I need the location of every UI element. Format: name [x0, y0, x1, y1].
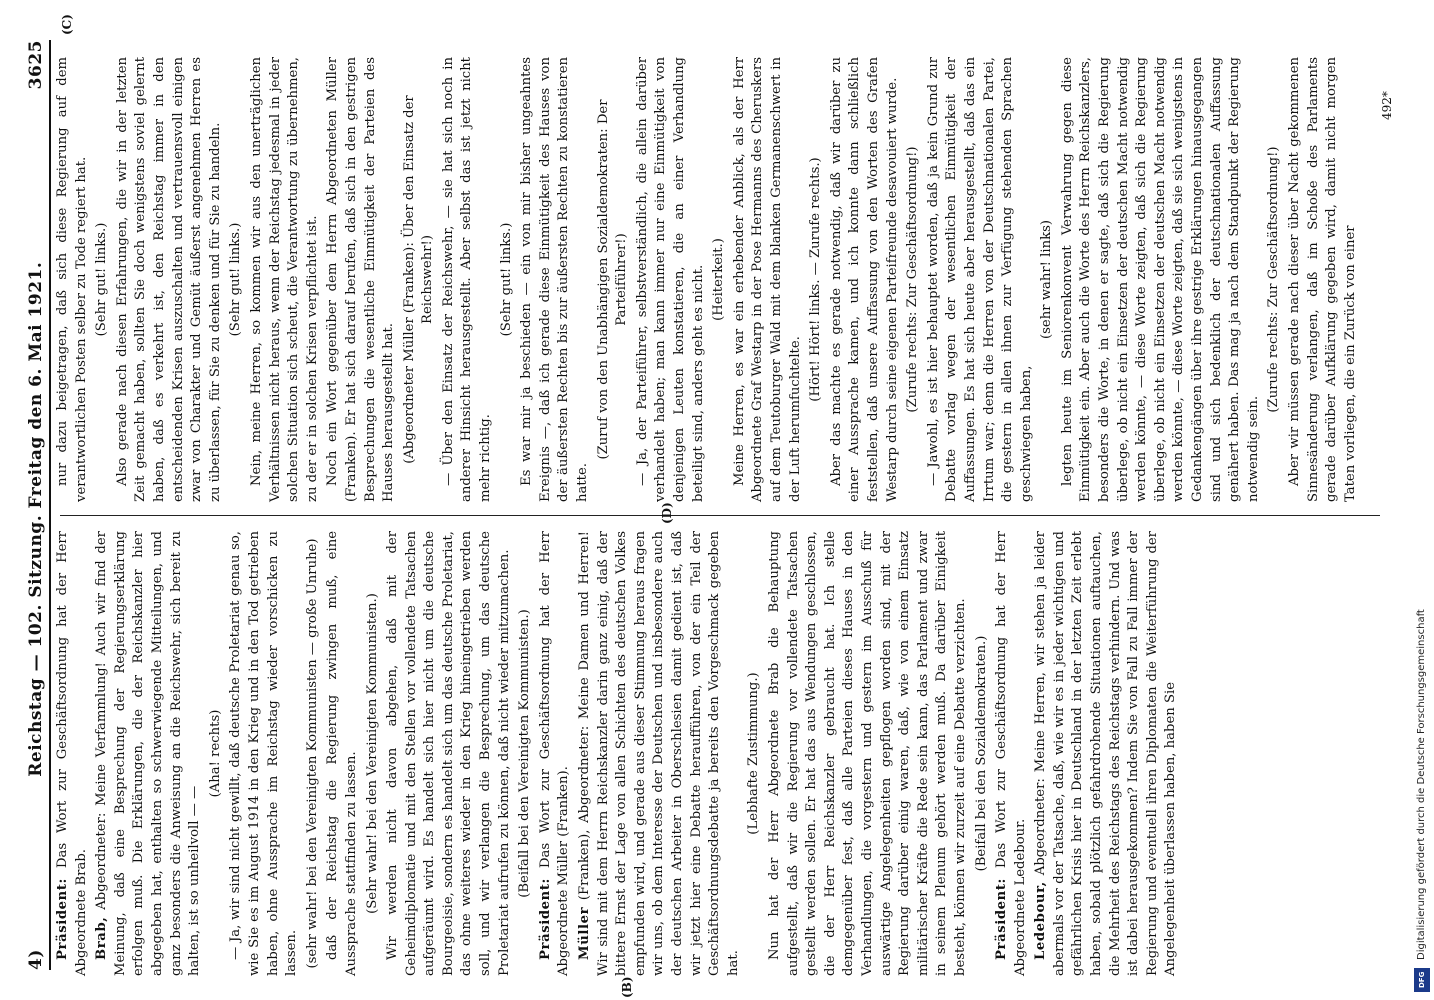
- marker-d: (D): [660, 502, 674, 524]
- paragraph: [576, 531, 743, 976]
- interjection: (Aha! rechts): [207, 709, 223, 798]
- left-page-number: 4): [26, 949, 46, 970]
- paragraph: [248, 57, 322, 502]
- right-column: [54, 56, 1358, 502]
- speaker-name: Präsident:: [537, 877, 553, 960]
- paragraph: [537, 531, 574, 976]
- paragraph-text: — Über den Einsatz der Reichswehr, — sie hat sich noch in anderer Hinsicht herausgestellt. Aber selbst das ist jetzt nicht mehr richtig.: [440, 57, 494, 502]
- paragraph-text: daß der Reichstag die Regierung zwingen muß, eine Aussprache stattfinden zu lassen.: [325, 531, 359, 976]
- interjection: (Sehr gut! links.): [228, 222, 244, 337]
- speaker-name: Präsident:: [994, 877, 1010, 960]
- paragraph: [634, 57, 708, 502]
- paragraph-text: Nun hat der Herr Abgeordnete Brab die Behauptung aufgestellt, daß wir die Regierung vor vollendete Tatsachen gestellt werden sollen. Er hat das aus Wendungen geschlossen, die der Herr Reichskanzler gebraucht hat. Ich stelle demgegenüber fest, daß alle Parteien dieses Hauses in den Verhandlungen, die vorgestern und gestern im Ausschuß für auswärtige Angelegenheiten gepflogen worden sind, mit der Regierung darüber einig waren, daß, wie von einem Einsatz militärischer Kräfte die Rede sein kann, das Parlament und zwar in seinem Plenum gehört werden muß. Da darüber Einigkeit besteht, können wir zurzeit auf eine Debatte verzichten.: [766, 531, 968, 976]
- interjection: (Zurufe rechts: Zur Geschäftsordnung!): [1266, 146, 1282, 413]
- marker-b: (B): [620, 976, 634, 998]
- interjection: (Beifall bei den Sozialdemokraten.): [973, 635, 989, 872]
- interjection: (Hört! Hört! links. — Zurufe rechts.): [808, 157, 824, 402]
- paragraph-text: Das Wort zur Geschäftsordnung hat der Herr Abgeordnete Müller (Franken).: [537, 531, 572, 976]
- paragraph-text: Nein, meine Herren, so kommen wir aus den unerträglichen Verhältnissen nicht heraus, wenn der Reichstag jedesmal in jeder solchen Situation sich scheut, die Verantwortung zu übernehmen, zu der er in solchen Krisen verpflichtet ist.: [248, 57, 320, 502]
- paragraph: [54, 531, 91, 976]
- paragraph-text: nur dazu beigetragen, daß sich diese Regierung auf dem verantwortlichen Posten selber zu Tode regiert hat.: [55, 57, 89, 502]
- interjection: (Sehr gut! links.): [94, 222, 110, 337]
- speaker-name: Müller: [577, 906, 593, 960]
- paragraph: [440, 57, 496, 502]
- paragraph: [1032, 531, 1181, 976]
- right-page-number: 3625: [26, 40, 46, 90]
- page-title: Reichstag — 102. Sitzung. Freitag den 6. Mai 1921.: [26, 261, 46, 777]
- paragraph-text: — Ja, der Parteiführer, selbstverständlich, die allein darüber verhandelt haben; man kann immer nur eine Einmütigkeit von denjenigen Leuten konstatieren, die an einer Verhandlung beteiligt sind, anders geht es nicht.: [634, 57, 706, 502]
- speaker-name: Ledebour,: [1033, 881, 1049, 960]
- interjection: (Sehr gut! links.): [498, 222, 514, 337]
- speaker-name: Präsident:: [55, 877, 70, 960]
- paragraph-text: Es war mir ja beschieden — ein von mir bisher ungeahntes Ereignis —, daß ich gerade diese Einmütigkeit des Hauses von der äußersten Rechten bis zur äußersten Rechten zu konstatieren hatte.: [519, 57, 591, 502]
- paragraph: [828, 57, 902, 502]
- speaker-name: Brab,: [94, 916, 110, 960]
- paragraph: [93, 531, 205, 976]
- paragraph-text: Das Wort zur Geschäftsordnung hat der Herr Abgeordnete Ledebour.: [994, 531, 1028, 976]
- dfg-logo: DFG: [1414, 968, 1430, 992]
- interjection: (sehr wahr! links): [1039, 220, 1055, 339]
- interjection: (Zurufe rechts: Zur Geschäftsordnung!): [905, 146, 921, 413]
- interjection: (Beifall bei den Vereinigten Kommunisten.): [517, 609, 533, 898]
- footer-number: 492*: [1380, 91, 1394, 120]
- paragraph: [925, 57, 1037, 502]
- interjection: (Sehr wahr! bei den Vereinigten Kommunisten.): [364, 593, 380, 914]
- paragraph: [227, 531, 301, 976]
- paragraph: [324, 57, 398, 502]
- paragraph-text: Meine Herren, es war ein erhebender Anblick, als der Herr Abgeordnete Graf Westarp in der Pose Hermanns des Cheruskers auf dem Teutoburger Wald mit dem blanken Germanenschwert in der Luft herumfuchtelte.: [731, 57, 803, 502]
- left-column: [54, 531, 1354, 976]
- paragraph-text: (Franken), Abgeordneter: Meine Damen und Herren! Wir sind mit dem Herrn Reichskanzler darin ganz einig, daß der bittere Ernst der Lage von allen Schichten des deutschen Volkes empfunden wird, und gerade aus dieser Stimmung heraus fragen wir uns, ob dem Interesse der Deutschen und insbesondere auch der deutschen Arbeiter in Oberschlesien damit gedient ist, daß wir jetzt hier eine Debatte heraufführen, von der ein Teil der Geschäftsordnungsdebatte ja bereits den Vorgeschmack gegeben hat.: [577, 531, 741, 976]
- paragraph: [54, 57, 91, 502]
- paragraph-text: Also gerade nach diesen Erfahrungen, die wir in der letzten Zeit gemacht haben, sollten Sie doch wenigstens soviel gelernt haben, daß es verkehrt ist, den Reichstag immer in den entscheidenden Krisen auszuschalten und vertrauensvoll einigen zwar von Charakter und Gemüt äußerst angenehmen Herren es zu überlassen, für Sie zu denken und für Sie zu handeln.: [114, 57, 223, 502]
- paragraph-text: Aber das machte es gerade notwendig, daß wir darüber zu einer Aussprache kamen, und ich konnte dann schließlich feststellen, daß unsere Auffassung von den Worten des Grafen Westarp durch seine eigenen Parteifreunde desavouiert wurde.: [828, 57, 900, 502]
- digitization-note-text: Digitalisierung gefördert durch die Deutsche Forschungsgemeinschaft: [1416, 609, 1427, 960]
- paragraph-text: Abgeordneter: Meine Verfammlung! Auch wir find der Meinung, daß eine Besprechung der Regierungserklärung erfolgen muß. Die Erklärungen, die der Reichskanzler hier abgegeben hat, enthalten so schwerwiegende Mitteilungen, und ganz besonders die Anweisung an die Reichswehr, sich bereit zu halten, ist so unheilvoll — —: [94, 531, 203, 976]
- paragraph: [324, 531, 361, 976]
- interjection: (Heiterkeit.): [711, 238, 727, 321]
- paragraph: [384, 531, 514, 976]
- paragraph-text: Wir werden nicht davon abgehen, daß mit der Geheimdiplomatie und mit den Stellen vor vollendete Tatsachen aufgeräumt wird. Es handelt sich hier nicht um die deutsche Bourgeoisie, sondern es handelt sich um das deutsche Proletariat, das ohne weiteres wieder in den Krieg hineingetrieben werden soll, und wir verlangen die Besprechung, um das deutsche Proletariat aufrufen zu können, daß nicht wieder mitzumachen.: [385, 531, 512, 976]
- paragraph-text: Aber wir müssen gerade nach dieser über Nacht gekommenen Sinnesänderung verlangen, daß im Schoße des Parlaments gerade darüber Aufklärung gegeben wird, damit nicht morgen Taten vorliegen, die ein Zurück von einer: [1287, 57, 1358, 502]
- paragraph-text: Noch ein Wort gegenüber dem Herrn Abgeordneten Müller (Franken). Er hat sich darauf berufen, daß sich in den gestrigen Besprechungen die wesentliche Einmütigkeit der Parteien des Hauses herausgestellt hat.: [325, 57, 397, 502]
- paragraph: [1059, 57, 1264, 502]
- interjection: (Abgeordneter Müller (Franken): Über den Einsatz der Reichswehr!): [401, 95, 436, 464]
- paragraph-text: Das Wort zur Geschäftsordnung hat der Herr Abgeordnete Brab.: [55, 531, 89, 976]
- paragraph: [1286, 57, 1360, 502]
- paragraph-text: legten heute im Seniorenkonvent Verwahrung gegen diese Einmütigkeit ein. Aber auch die Worte des Herrn Reichskanzlers, besonders die Worte, in denen er sagte, daß sich die Regierung überlege, ob nicht ein Einsetzen der deutschen Macht notwendig werden könnte, — diese Worte zeigten, daß sich die Regierung überlege, ob nicht ein Einsetzen der deutschen Macht notwendig werden könnte, — diese Worte zeigten, daß sie sich wenigstens in Gedankengängen über ihre gestrige Erklärungen hinausgegangen sind und sich bedenklich der deutschnationalen Auffassung genähert haben. Das mag ja nach dem Standpunkt der Regierung notwendig sein.: [1059, 56, 1261, 502]
- paragraph: [993, 531, 1030, 976]
- paragraph-text: — Ja, wir sind nicht gewillt, daß deutsche Proletariat genau so, wie Sie es im August 1914 in den Krieg und in den Tod getrieben haben, ohne Aussprache im Reichstag wieder vorschicken zu lassen.: [228, 531, 300, 976]
- interjection: (Lebhafte Zustimmung.): [746, 672, 762, 835]
- digitization-note: [1414, 0, 1432, 960]
- interjection: (sehr wahr! bei den Vereinigten Kommunisten — große Unruhe): [304, 538, 320, 969]
- interjection: (Zuruf von den Unabhängigen Sozialdemokraten: Der Parteiführer!): [595, 99, 630, 460]
- column-divider: [60, 515, 1380, 516]
- paragraph-text: Abgeordneter: Meine Herren, wir stehen ja leider abermals vor der Tatsache, daß, wie wir es in jeder wichtigen und gefährlichen Krisis hier in Deutschland in der letzten Zeit erlebt haben, sobald plötzlich gefahrdrohende Situationen auftauchen, die Mehrheit des Reichstags des Reichstags verhindern. Und was ist dabei herausgekommen? Indem Sie von Fall zu Fall immer der Regierung und eventuell ihren Diplomaten die Weiterführung der Angelegenheit überlassen haben, haben Sie: [1033, 531, 1179, 976]
- paragraph: [766, 531, 971, 976]
- page-header: [0, 40, 51, 970]
- paragraph: [114, 57, 226, 502]
- paragraph: [731, 57, 805, 502]
- marker-c: (C): [60, 14, 74, 35]
- paragraph: [518, 57, 592, 502]
- paragraph-text: — Jawohl, es ist hier behauptet worden, daß ja kein Grund zur Debatte vorlag wegen der wesentlichen Einmütigkeit der Auffassungen. Es hat sich heute aber herausgestellt, daß das ein Irrtum war; denn die Herren von der Deutschnationalen Partei, die gestern in allen ihnen zur Verfügung stehenden Sprachen geschwiegen haben,: [925, 57, 1034, 502]
